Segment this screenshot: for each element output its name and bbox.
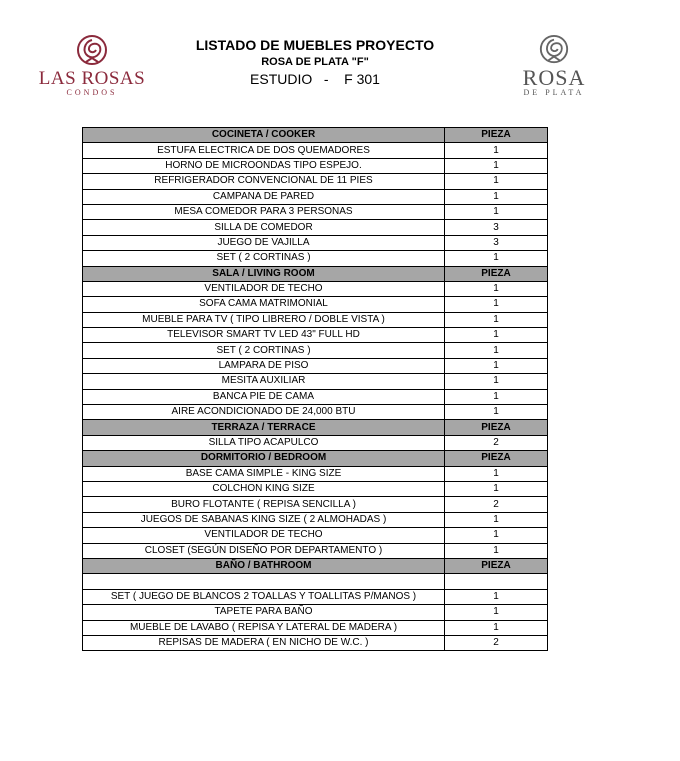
- item-quantity: 1: [445, 543, 548, 558]
- brand-subtitle: CONDOS: [66, 88, 118, 97]
- item-name: [83, 574, 445, 589]
- table-row: [83, 497, 548, 512]
- item-quantity: 1: [445, 374, 548, 389]
- item-quantity: 1: [445, 466, 548, 481]
- table-row: [83, 174, 548, 189]
- item-quantity: 1: [445, 281, 548, 296]
- unit-label: ESTUDIO - F 301: [250, 71, 380, 87]
- table-row: [83, 328, 548, 343]
- table-row: [83, 620, 548, 635]
- item-quantity: 1: [445, 158, 548, 173]
- item-name: CLOSET (SEGÚN DISEÑO POR DEPARTAMENTO ): [83, 543, 445, 558]
- item-name: COLCHON KING SIZE: [83, 481, 445, 496]
- table-row: [83, 374, 548, 389]
- rose-icon: [537, 34, 571, 66]
- item-quantity: 1: [445, 297, 548, 312]
- item-name: SOFA CAMA MATRIMONIAL: [83, 297, 445, 312]
- table-row: [83, 158, 548, 173]
- rose-icon: [74, 34, 110, 68]
- item-quantity: 1: [445, 251, 548, 266]
- item-quantity: 2: [445, 497, 548, 512]
- item-quantity: 1: [445, 189, 548, 204]
- item-name: TAPETE PARA BAÑO: [83, 605, 445, 620]
- table-row: [83, 297, 548, 312]
- item-name: LAMPARA DE PISO: [83, 358, 445, 373]
- table-row: [83, 343, 548, 358]
- section-header-row: [83, 558, 548, 573]
- table-row: [83, 312, 548, 327]
- table-row: [83, 389, 548, 404]
- column-header-pieza: PIEZA: [445, 128, 548, 143]
- brand-subtitle: DE PLATA: [523, 88, 585, 97]
- item-name: VENTILADOR DE TECHO: [83, 528, 445, 543]
- table-row: [83, 481, 548, 496]
- item-quantity: 1: [445, 358, 548, 373]
- item-name: VENTILADOR DE TECHO: [83, 281, 445, 296]
- section-title: COCINETA / COOKER: [83, 128, 445, 143]
- table-row: [83, 251, 548, 266]
- item-quantity: 2: [445, 435, 548, 450]
- item-name: SET ( JUEGO DE BLANCOS 2 TOALLAS Y TOALLITAS P/MANOS ): [83, 589, 445, 604]
- item-name: CAMPANA DE PARED: [83, 189, 445, 204]
- section-title: DORMITORIO / BEDROOM: [83, 451, 445, 466]
- page-title: LISTADO DE MUEBLES PROYECTO: [195, 37, 435, 53]
- item-quantity: 1: [445, 143, 548, 158]
- item-quantity: 1: [445, 605, 548, 620]
- item-quantity: 1: [445, 343, 548, 358]
- table-row: [83, 435, 548, 450]
- item-quantity: 1: [445, 528, 548, 543]
- item-quantity: 1: [445, 389, 548, 404]
- item-name: HORNO DE MICROONDAS TIPO ESPEJO.: [83, 158, 445, 173]
- item-name: MUEBLE PARA TV ( TIPO LIBRERO / DOBLE VISTA ): [83, 312, 445, 327]
- item-name: AIRE ACONDICIONADO DE 24,000 BTU: [83, 405, 445, 420]
- section-header-row: [83, 451, 548, 466]
- item-name: REFRIGERADOR CONVENCIONAL DE 11 PIES: [83, 174, 445, 189]
- table-row: [83, 574, 548, 589]
- table-row: [83, 143, 548, 158]
- item-name: MUEBLE DE LAVABO ( REPISA Y LATERAL DE MADERA ): [83, 620, 445, 635]
- table-row: [83, 528, 548, 543]
- item-name: ESTUFA ELECTRICA DE DOS QUEMADORES: [83, 143, 445, 158]
- item-quantity: 1: [445, 312, 548, 327]
- item-quantity: 1: [445, 405, 548, 420]
- item-quantity: 1: [445, 589, 548, 604]
- brand-name: LAS ROSAS: [38, 68, 146, 89]
- item-name: SET ( 2 CORTINAS ): [83, 251, 445, 266]
- section-title: TERRAZA / TERRACE: [83, 420, 445, 435]
- item-name: JUEGO DE VAJILLA: [83, 235, 445, 250]
- table-row: [83, 189, 548, 204]
- item-quantity: [445, 574, 548, 589]
- item-quantity: 1: [445, 481, 548, 496]
- table-row: [83, 220, 548, 235]
- item-name: BASE CAMA SIMPLE - KING SIZE: [83, 466, 445, 481]
- brand-name: ROSA: [522, 65, 586, 90]
- column-header-pieza: PIEZA: [445, 420, 548, 435]
- section-header-row: [83, 128, 548, 143]
- furniture-table: [82, 127, 548, 651]
- item-name: REPISAS DE MADERA ( EN NICHO DE W.C. ): [83, 635, 445, 650]
- table-row: [83, 204, 548, 219]
- item-name: SILLA TIPO ACAPULCO: [83, 435, 445, 450]
- table-row: [83, 405, 548, 420]
- rosa-de-plata-logo: [506, 34, 602, 98]
- section-title: SALA / LIVING ROOM: [83, 266, 445, 281]
- item-quantity: 3: [445, 220, 548, 235]
- title-block: [170, 36, 460, 88]
- item-name: SILLA DE COMEDOR: [83, 220, 445, 235]
- item-name: MESA COMEDOR PARA 3 PERSONAS: [83, 204, 445, 219]
- las-rosas-logo: [36, 34, 148, 97]
- item-quantity: 1: [445, 512, 548, 527]
- table-row: [83, 635, 548, 650]
- table-row: [83, 512, 548, 527]
- table-row: [83, 235, 548, 250]
- project-subtitle: ROSA DE PLATA "F": [261, 56, 369, 68]
- item-quantity: 1: [445, 204, 548, 219]
- item-quantity: 2: [445, 635, 548, 650]
- column-header-pieza: PIEZA: [445, 266, 548, 281]
- item-name: MESITA AUXILIAR: [83, 374, 445, 389]
- item-name: SET ( 2 CORTINAS ): [83, 343, 445, 358]
- item-quantity: 1: [445, 328, 548, 343]
- column-header-pieza: PIEZA: [445, 451, 548, 466]
- table-row: [83, 358, 548, 373]
- item-quantity: 1: [445, 620, 548, 635]
- table-row: [83, 589, 548, 604]
- item-quantity: 1: [445, 174, 548, 189]
- table-row: [83, 281, 548, 296]
- column-header-pieza: PIEZA: [445, 558, 548, 573]
- item-name: TELEVISOR SMART TV LED 43" FULL HD: [83, 328, 445, 343]
- table-row: [83, 466, 548, 481]
- table-row: [83, 543, 548, 558]
- table-row: [83, 605, 548, 620]
- item-name: BANCA PIE DE CAMA: [83, 389, 445, 404]
- item-name: BURO FLOTANTE ( REPISA SENCILLA ): [83, 497, 445, 512]
- section-header-row: [83, 266, 548, 281]
- item-quantity: 3: [445, 235, 548, 250]
- section-title: BAÑO / BATHROOM: [83, 558, 445, 573]
- item-name: JUEGOS DE SABANAS KING SIZE ( 2 ALMOHADAS ): [83, 512, 445, 527]
- section-header-row: [83, 420, 548, 435]
